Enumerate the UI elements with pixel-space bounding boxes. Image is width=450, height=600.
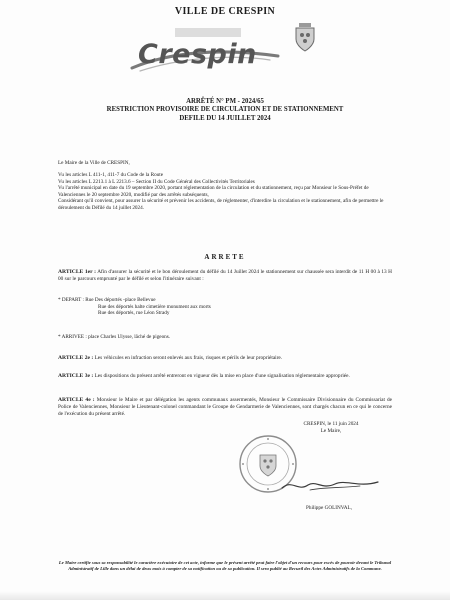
article-4 [58,397,392,417]
article-1-text: Afin d'assurer la sécurité et le bon déroulement du défilé du 14 Juillet 2024 le stationnement sur chaussée sera interdit de 11 H 00 à 13 H 00 sur le parcours emprunté par le défilé et selon l'itinéraire suivant : [58,269,392,282]
redacted-stamp [175,28,241,37]
decree-event: DEFILE DU 14 JUILLET 2024 [179,114,271,122]
visa-line: Vu l'arrêté municipal en date du 19 septembre 2020, portant réglementation de la circulation et du stationnement, reçu par Monsieur le Sous-Préfet de Valenciennes le 20 septembre 2020, modifié par des arrêtés subséquents, [58,185,369,198]
legal-notice: Le Maire certifie sous sa responsabilité le caractère exécutoire de cet acte, informe que le présent arrêté peut faire l'objet d'un recours pour excès de pouvoir devant le Tribunal Administratif de Lille dans un délai de deux mois à compter de sa notification ou de sa publication. Il sera publié au Recueil des Actes Administratifs de la Commune. [58,560,392,571]
signer-role: Le Maire, [320,427,342,434]
signer-name: Philippe GOLINVAL, [305,505,352,511]
decree-number: ARRÊTÉ N° PM - 2024/65 [186,98,264,105]
article-4-label: ARTICLE 4e : [58,397,95,403]
depart-line: Rue Des déportés -place Bellevue [85,297,156,303]
route-arrivee [58,334,388,341]
decree-subject: RESTRICTION PROVISOIRE DE CIRCULATION ET DE STATIONNEMENT [106,106,344,114]
article-1-label: ARTICLE 1er : [58,269,96,275]
town-crest-icon [293,22,317,52]
decision-heading: ARRETE [204,253,246,261]
visa-line: Vu les articles L 411-1, 411-7 du Code de la Route [58,172,163,178]
article-1 [58,269,392,283]
depart-line: Rue des déportés, rue Léon Strady [98,310,170,316]
article-3 [58,373,392,380]
preamble-mayor: Le Maire de la Ville de CRESPIN, [58,160,130,166]
arrivee-label: * ARRIVEE : [58,334,87,340]
article-2-label: ARTICLE 2e : [58,355,94,361]
handwritten-signature-icon [280,476,380,494]
arrivee-text: place Charles Ulysse, lâché de pigeons. [88,334,171,340]
depart-line: Rue des déportés halte cimetière monument aux morts [98,303,211,310]
article-3-label: ARTICLE 3e : [58,373,94,379]
preamble-visas [58,172,390,211]
visa-line: Considérant qu'il convient, pour assurer la sécurité et prévenir les accidents, de réglementer, d'interdire la circulation et le stationnement, afin de permettre le déroulement du Défilé du 14 juillet 2024. [58,198,384,211]
article-2 [58,355,392,362]
footer-edge [0,591,450,600]
article-2-text: Les véhicules en infraction seront enlevés aux frais, risques et périls de leur propriétaire. [94,355,283,361]
route-depart [58,297,388,317]
place-date: CRESPIN, le 11 juin 2024 [303,421,359,427]
article-3-text: Les dispositions du présent arrêté entreront en vigueur dès la mise en place d'une signalisation réglementaire appropriée. [94,373,350,379]
town-logo: Crespin [138,39,257,70]
article-4-text: Monsieur le Maire et par délégation les agents communaux assermentés, Monsieur le Commissaire Divisionnaire du Commissariat de Police de Valenciennes, Monsieur le Lieutenant-colonel commandant le Groupe de Gendarmerie de Valenciennes, sont chargés chacun en ce qui le concerne de l'exécution du présent arrêté. [58,397,392,417]
town-heading: VILLE DE CRESPIN [174,6,276,17]
depart-label: * DEPART : [58,297,84,303]
visa-line: Vu les articles L 2213.1 à L 2213.6 – Section II du Code Général des Collectivités Territoriales [58,178,255,185]
decree-title [0,98,450,123]
